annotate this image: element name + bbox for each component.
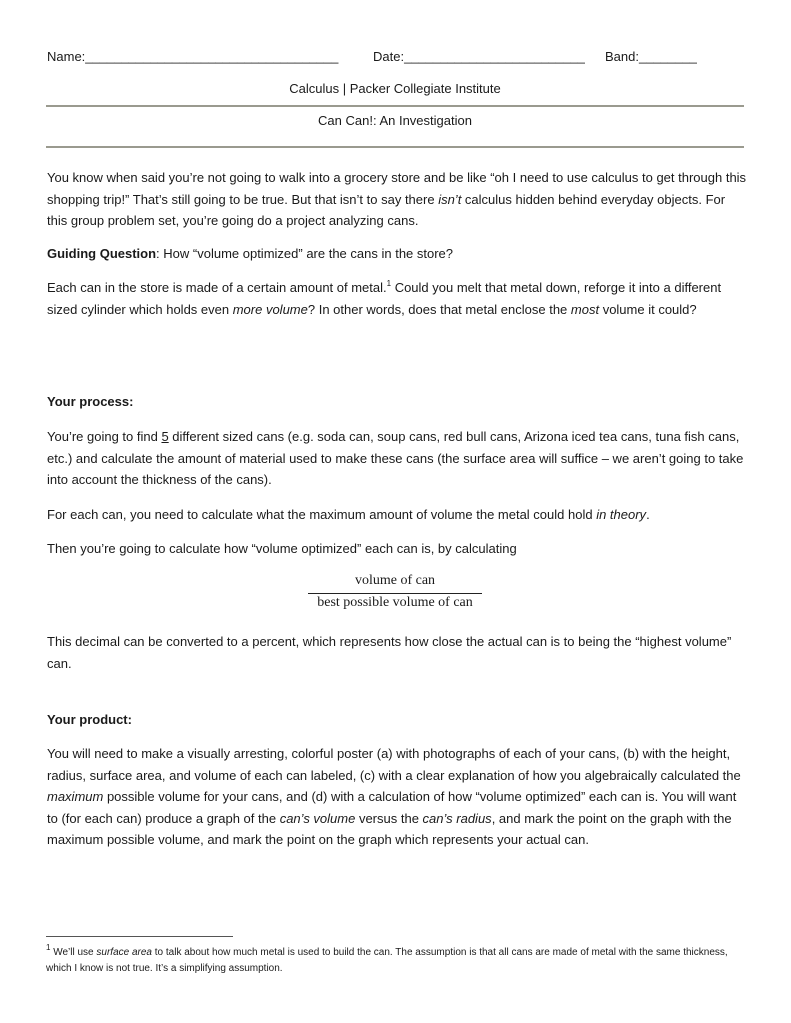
header-divider-bottom — [46, 146, 744, 148]
product-heading: Your product: — [47, 712, 132, 727]
course-name: Calculus | Packer Collegiate Institute — [289, 81, 501, 96]
fraction-bar — [308, 593, 482, 594]
date-field: Date:_________________________ — [373, 49, 585, 64]
product-paragraph: You will need to make a visually arresting, colorful poster (a) with photographs of each of your cans, (b) with the height, radius, surface area, and volume of each can labeled, (c) with a clear explanation of how you algebraically calculated the maximum possible volume for your cans, and (d) with a calculation of how “volume optimized” each can is. You will want to (for each can) produce a graph of the can’s volume versus the can’s radius, and mark the point on the graph with the maximum possible volume, and mark the point on the graph which represents your actual can. — [47, 746, 741, 847]
guiding-question-label: Guiding Question — [47, 246, 157, 261]
metal-paragraph: Each can in the store is made of a certain amount of metal.$^1$ Could you melt that metal down, reforge it into a different sized cylinder which holds even more volume? In other words, does that metal enclose the most volume it could? — [47, 278, 722, 317]
fraction-numerator: volume of can — [354, 573, 436, 588]
footnote: $^1$ We’ll use surface area to talk about how much metal is used to build the can. The assumption is that all cans are made of metal with the same thickness, which I know is not true. It’s a simplifying assumption. — [46, 942, 728, 974]
fraction-denominator: best possible volume of can — [317, 595, 473, 610]
process-heading: Your process: — [47, 394, 134, 409]
intro-paragraph: You know when said you’re not going to walk into a grocery store and be like “oh I need to use calculus to get through this shopping trip!” That’s still going to be true. But that isn’t to say there isn’t calculus hidden behind everyday objects. For this group problem set, you’re going do a project analyzing cans. — [47, 170, 747, 228]
process-paragraph-4: This decimal can be converted to a percent, which represents how close the actual can is to being the “highest volume” can. — [47, 634, 732, 671]
header-divider-top — [46, 105, 744, 107]
footnote-reference: 1 — [386, 278, 392, 288]
document-title: Can Can!: An Investigation — [318, 113, 472, 128]
process-paragraph-2: For each can, you need to calculate what the maximum amount of volume the metal could hold in theory. — [47, 507, 650, 522]
name-field: Name:___________________________________ — [47, 49, 339, 64]
guiding-question: Guiding Question: How “volume optimized” are the cans in the store? — [47, 246, 454, 261]
band-field: Band:________ — [605, 49, 697, 64]
process-paragraph-3: Then you’re going to calculate how “volume optimized” each can is, by calculating — [47, 541, 517, 556]
footnote-divider — [46, 936, 233, 937]
process-paragraph-1: You’re going to find 5 different sized cans (e.g. soda can, soup cans, red bull cans, Arizona iced tea cans, tuna fish cans, etc.) and calculate the amount of material used to make these cans (the surface area will suffice – we aren’t going to take into account the thickness of the cans). — [47, 429, 744, 487]
